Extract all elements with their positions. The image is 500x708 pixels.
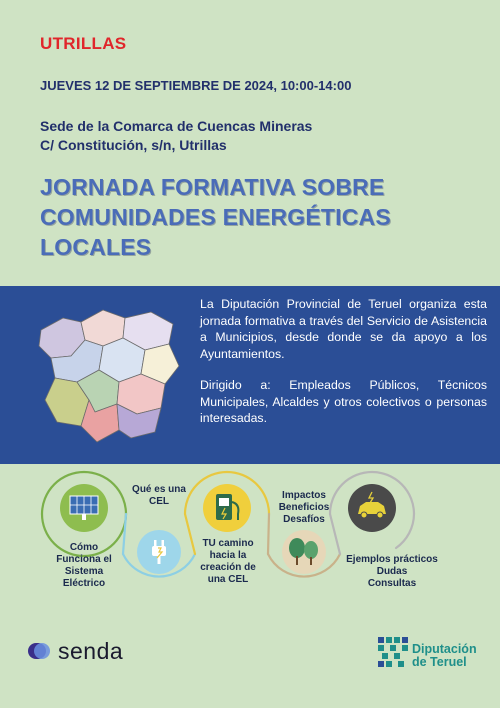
title-line-3: LOCALES [40, 234, 152, 260]
electric-car-icon [348, 484, 396, 532]
title-line-2: COMUNIDADES ENERGÉTICAS [40, 204, 391, 230]
diputacion-wordmark: Diputación de Teruel [412, 642, 477, 669]
step-label-3: TU camino hacia la creación de una CEL [200, 538, 256, 585]
event-date: JUEVES 12 DE SEPTIEMBRE DE 2024, 10:00-14:00 [40, 78, 352, 93]
senda-mark-icon [26, 640, 52, 662]
title-line-1: JORNADA FORMATIVA SOBRE [40, 174, 385, 200]
town-name: UTRILLAS [40, 34, 127, 53]
step-label-4: Impactos Beneficios Desafíos [278, 490, 330, 525]
senda-logo [26, 636, 123, 666]
venue-name: Sede de la Comarca de Cuencas Mineras [40, 118, 313, 134]
charging-station-icon [203, 484, 251, 532]
step-label-5: Ejemplos prácticos Dudas Consultas [346, 554, 438, 589]
senda-wordmark: senda [58, 637, 124, 664]
diputacion-logo [376, 632, 486, 672]
band-text [200, 296, 487, 442]
page-title [40, 172, 480, 262]
band-paragraph-2: Dirigido a: Empleados Públicos, Técnicos Municipales, Alcaldes y otros colectivos o personas interesadas. [200, 378, 487, 425]
diputacion-mark-icon [376, 635, 410, 669]
band-paragraph-1: La Diputación Provincial de Teruel organiza esta jornada formativa a través del Servicio de Asistencia a Municipios, desde donde se da apoyo a los Ayuntamientos. [200, 297, 487, 361]
venue-address: C/ Constitución, s/n, Utrillas [40, 137, 227, 153]
venue [40, 117, 312, 155]
trees-icon [282, 530, 326, 574]
step-label-2: Qué es una CEL [132, 484, 186, 507]
solar-panel-icon [60, 484, 108, 532]
plug-icon [137, 530, 181, 574]
step-label-1: Cómo Funciona el Sistema Eléctrico [56, 542, 112, 589]
province-map-icon [33, 300, 183, 450]
